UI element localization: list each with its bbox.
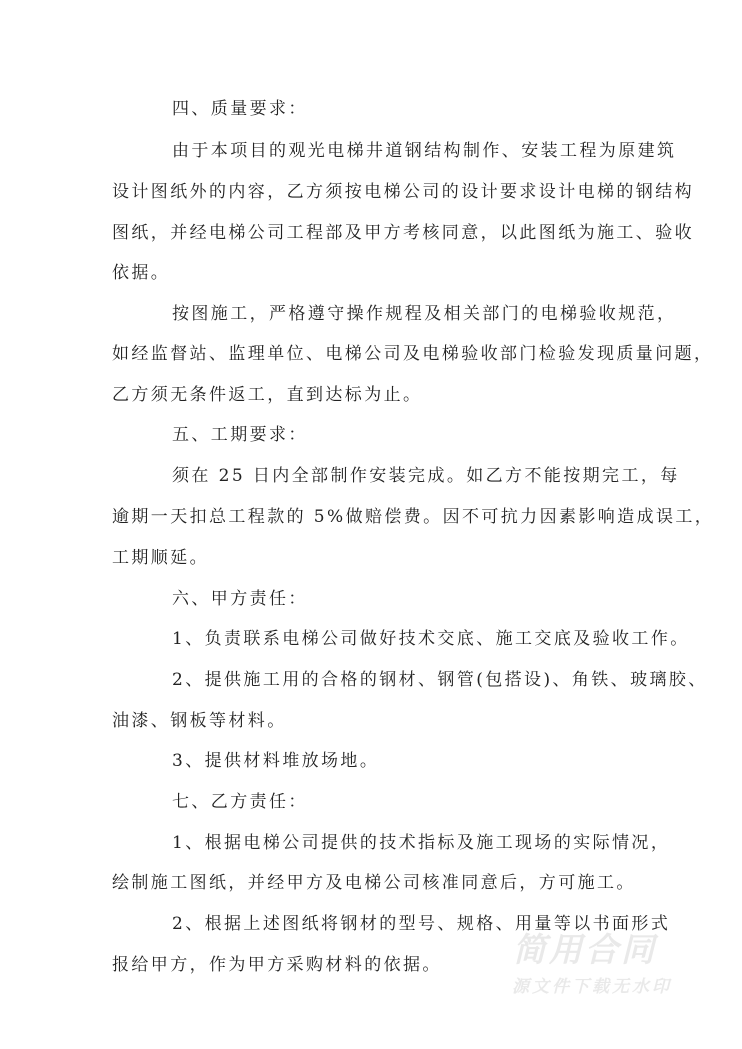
paragraph-line: 油漆、钢板等材料。 — [112, 711, 287, 731]
paragraph-line: 按图施工，严格遵守操作规程及相关部门的电梯验收规范， — [172, 304, 677, 324]
paragraph-line: 工期顺延。 — [112, 548, 209, 568]
section-heading-quality: 四、质量要求： — [172, 99, 308, 119]
paragraph-line: 逾期一天扣总工程款的 5%做赔偿费。因不可抗力因素影响造成误工， — [112, 507, 715, 527]
paragraph-line: 1、根据电梯公司提供的技术指标及施工现场的实际情况， — [172, 833, 671, 853]
paragraph-line: 设计图纸外的内容，乙方须按电梯公司的设计要求设计电梯的钢结构 — [112, 182, 694, 202]
paragraph-line: 绘制施工图纸，并经甲方及电梯公司核准同意后，方可施工。 — [112, 873, 636, 893]
section-heading-party-a: 六、甲方责任： — [172, 589, 308, 609]
paragraph-line: 依据。 — [112, 263, 171, 283]
paragraph-line: 2、提供施工用的合格的钢材、钢管(包搭设)、角铁、玻璃胶、 — [172, 670, 708, 690]
watermark-title: 简用合同 — [513, 930, 657, 969]
paragraph-line: 须在 25 日内全部制作安装完成。如乙方不能按期完工，每 — [172, 466, 680, 486]
watermark-subtitle: 源文件下载无水印 — [512, 977, 672, 997]
section-heading-party-b: 七、乙方责任： — [172, 792, 308, 812]
paragraph-line: 报给甲方，作为甲方采购材料的依据。 — [112, 955, 442, 975]
paragraph-line: 乙方须无条件返工，直到达标为止。 — [112, 385, 423, 405]
paragraph-line: 由于本项目的观光电梯井道钢结构制作、安装工程为原建筑 — [172, 141, 677, 161]
paragraph-line: 2、根据上述图纸将钢材的型号、规格、用量等以书面形式 — [172, 914, 671, 934]
paragraph-line: 图纸，并经电梯公司工程部及甲方考核同意，以此图纸为施工、验收 — [112, 223, 694, 243]
paragraph-line: 3、提供材料堆放场地。 — [172, 751, 380, 771]
paragraph-line: 1、负责联系电梯公司做好技术交底、施工交底及验收工作。 — [172, 629, 690, 649]
paragraph-line: 如经监督站、监理单位、电梯公司及电梯验收部门检验发现质量问题， — [112, 344, 714, 364]
section-heading-schedule: 五、工期要求： — [172, 425, 308, 445]
